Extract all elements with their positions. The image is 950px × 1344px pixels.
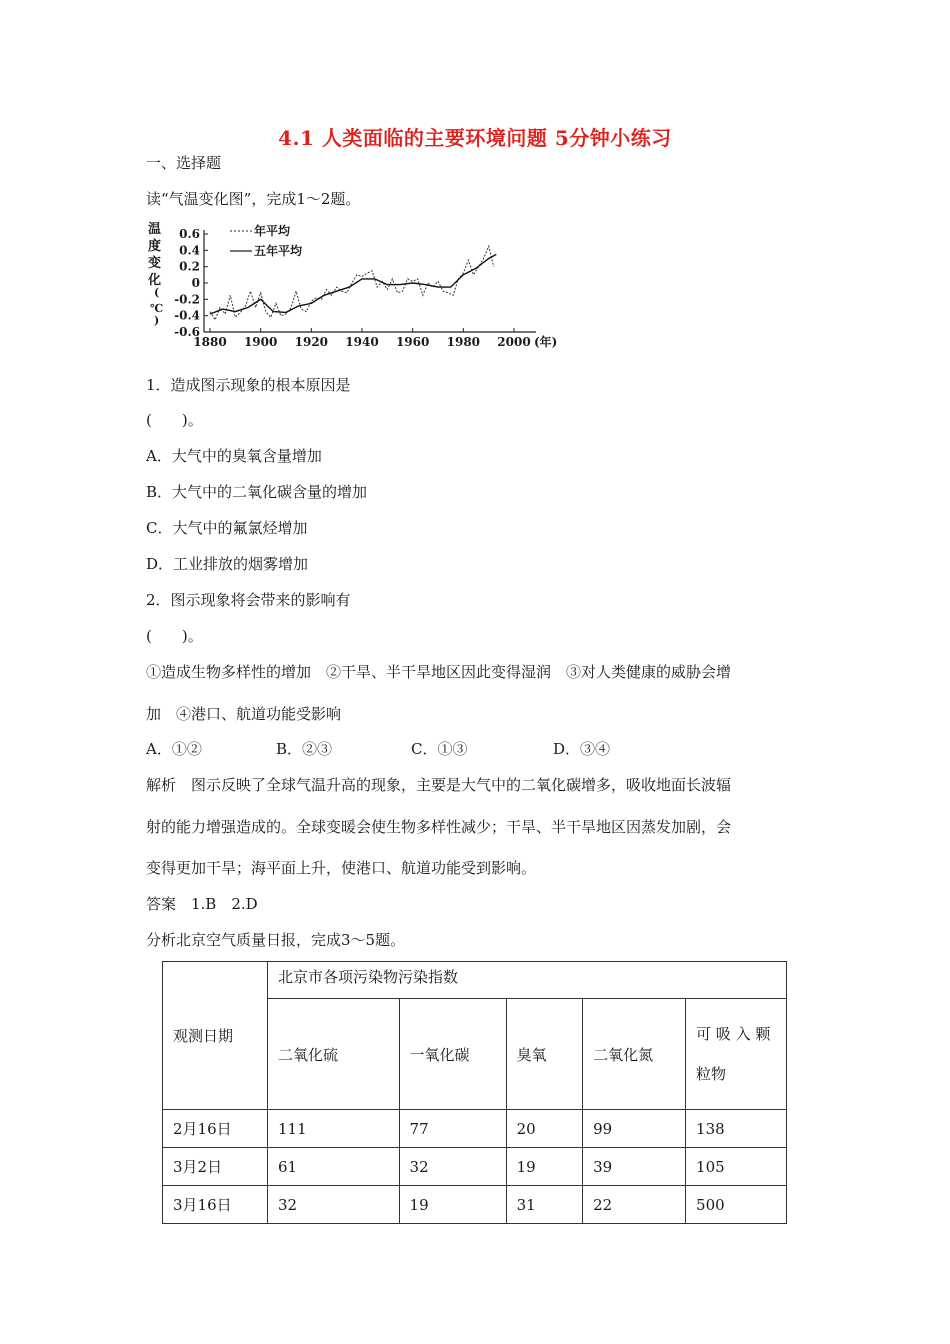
cell-so2: 32 [268, 1186, 400, 1224]
x-axis-unit: (年) [534, 335, 558, 349]
series-five-year-line [210, 254, 496, 314]
temperature-chart [146, 218, 566, 358]
cell-pm: 138 [686, 1110, 787, 1148]
q2-option-c: C．①③ [411, 740, 468, 758]
x-tick-label: 1980 [446, 335, 481, 349]
y-tick-label: 0.2 [179, 259, 200, 274]
y-tick-label: -0.4 [174, 308, 200, 323]
cell-co: 32 [399, 1148, 506, 1186]
header-pm [686, 999, 787, 1110]
cell-so2: 61 [268, 1148, 400, 1186]
legend-five-year: 五年平均 [254, 244, 303, 258]
cell-date: 3月2日 [163, 1148, 268, 1186]
y-tick-label: -0.2 [174, 292, 200, 307]
cell-date: 3月16日 [163, 1186, 268, 1224]
q2-statements-line1: ①造成生物多样性的增加 ②干旱、半干旱地区因此变得湿润 ③对人类健康的威胁会增 [146, 663, 732, 681]
svg-text:温: 温 [148, 222, 162, 237]
svg-text:(: ( [154, 286, 160, 299]
q2-paren: ( )。 [146, 627, 203, 645]
q2-statements-line2: 加 ④港口、航道功能受影响 [146, 705, 342, 723]
x-tick-label: 1920 [294, 335, 329, 349]
header-pm-line1: 可 吸 入 颗 [696, 1025, 771, 1043]
legend-annual: 年平均 [254, 224, 291, 238]
q1-option-c: C．大气中的氟氯烃增加 [146, 519, 308, 537]
svg-text:): ) [154, 314, 160, 327]
header-date: 观测日期 [163, 962, 268, 1110]
header-no2: 二氧化氮 [583, 999, 686, 1110]
q2-option-b: B．②③ [276, 740, 333, 758]
q1-stem: 1．造成图示现象的根本原因是 [146, 376, 351, 394]
q2-option-a: A．①② [146, 740, 202, 758]
x-tick-label: 1940 [345, 335, 379, 349]
cell-pm: 500 [686, 1186, 787, 1224]
cell-no2: 39 [583, 1148, 686, 1186]
y-tick-label: 0.6 [179, 227, 200, 241]
table-row [163, 1148, 787, 1186]
air-quality-table [162, 961, 787, 1224]
q1-option-a: A．大气中的臭氧含量增加 [146, 447, 322, 465]
q2-option-d: D．③④ [553, 740, 611, 758]
x-tick-label: 1880 [193, 335, 227, 349]
cell-no2: 22 [583, 1186, 686, 1224]
x-tick-label: 1960 [395, 335, 430, 349]
section-heading: 一、选择题 [146, 154, 222, 172]
cell-co: 19 [399, 1186, 506, 1224]
svg-text:化: 化 [148, 273, 162, 288]
cell-pm: 105 [686, 1148, 787, 1186]
header-o3: 臭氧 [506, 999, 582, 1110]
cell-no2: 99 [583, 1110, 686, 1148]
cell-o3: 31 [506, 1186, 582, 1224]
analysis-line2: 射的能力增强造成的。全球变暖会使生物多样性减少；干旱、半干旱地区因蒸发加剧，会 [146, 818, 732, 836]
svg-text:变: 变 [148, 256, 162, 271]
cell-o3: 20 [506, 1110, 582, 1148]
analysis-line1: 解析 图示反映了全球气温升高的现象，主要是大气中的二氧化碳增多，吸收地面长波辐 [146, 776, 732, 794]
answer-line: 答案 1.B 2.D [146, 895, 258, 913]
q2-stem: 2．图示现象将会带来的影响有 [146, 591, 351, 609]
cell-so2: 111 [268, 1110, 400, 1148]
legend [230, 223, 303, 258]
q1-option-d: D．工业排放的烟雾增加 [146, 555, 309, 573]
analysis-line3: 变得更加干旱；海平面上升，使港口、航道功能受到影响。 [146, 859, 537, 877]
y-tick-label: -0.6 [174, 325, 200, 339]
page-title: 4.1 人类面临的主要环境问题 5分钟小练习 [278, 126, 672, 150]
y-axis-title [147, 221, 163, 327]
svg-text:度: 度 [148, 239, 162, 254]
cell-co: 77 [399, 1110, 506, 1148]
x-tick-label: 2000 [497, 335, 531, 349]
q1-option-b: B．大气中的二氧化碳含量的增加 [146, 483, 368, 501]
cell-o3: 19 [506, 1148, 582, 1186]
header-co: 一氧化碳 [399, 999, 506, 1110]
table-row [163, 1186, 787, 1224]
y-tick-label: 0.4 [179, 243, 200, 258]
q1-paren: ( )。 [146, 411, 203, 429]
x-tick-label: 1900 [243, 335, 278, 349]
cell-date: 2月16日 [163, 1110, 268, 1148]
intro-text: 读“气温变化图”，完成1～2题。 [146, 190, 361, 208]
svg-text:℃: ℃ [150, 302, 164, 315]
header-pm-line2: 粒物 [696, 1065, 727, 1083]
header-so2: 二氧化硫 [268, 999, 400, 1110]
y-tick-label: 0 [191, 276, 200, 290]
series-annual-line [210, 246, 494, 320]
table-row [163, 1110, 787, 1148]
intro2-text: 分析北京空气质量日报，完成3～5题。 [146, 931, 406, 949]
header-group: 北京市各项污染物污染指数 [268, 962, 787, 999]
